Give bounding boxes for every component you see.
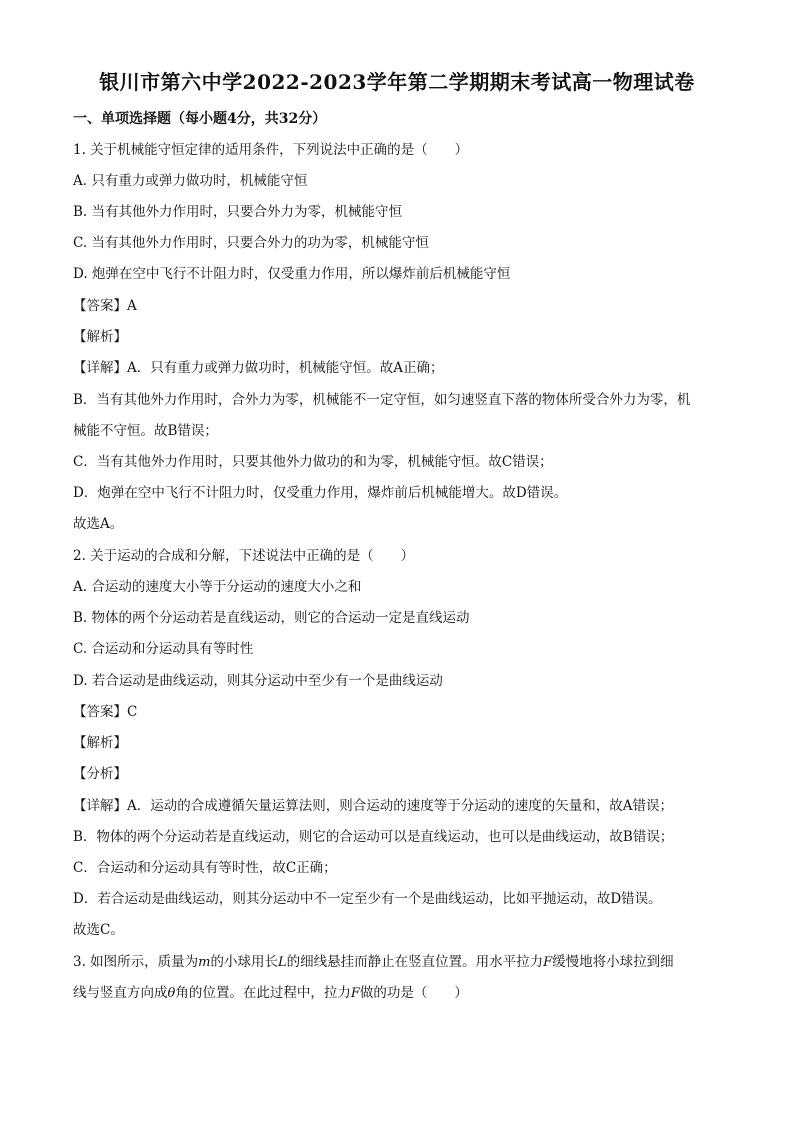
q2-detail-d: D．若合运动是曲线运动，则其分运动中不一定至少有一个是曲线运动，比如平抛运动，故D错误。 (73, 891, 662, 907)
q1-option-b: B. 当有其他外力作用时，只要合外力为零，机械能守恒 (73, 204, 403, 220)
q2-detail-b: B．物体的两个分运动若是直线运动，则它的合运动可以是直线运动，也可以是曲线运动，故B错误； (73, 829, 674, 845)
q1-analysis-label: 【解析】 (73, 329, 127, 345)
q3-text-1d: 缓慢地将小球拉到细 (552, 954, 674, 970)
q1-option-c: C. 当有其他外力作用时，只要合外力的功为零，机械能守恒 (73, 235, 429, 251)
q2-option-b: B. 物体的两个分运动若是直线运动，则它的合运动一定是直线运动 (73, 610, 470, 626)
q3-symbol-f: F (543, 955, 553, 970)
q1-detail-b-line1: B．当有其他外力作用时，合外力为零，机械能不一定守恒，如匀速竖直下落的物体所受合外力为零，机 (73, 392, 691, 408)
q1-detail-d: D．炮弹在空中飞行不计阻力时，仅受重力作用，爆炸前后机械能增大。故D错误。 (73, 485, 568, 501)
q2-stem: 2. 关于运动的合成和分解，下述说法中正确的是（ ） (73, 548, 415, 564)
q2-option-a: A. 合运动的速度大小等于分运动的速度大小之和 (73, 579, 362, 595)
q3-symbol-theta: θ (167, 986, 176, 1001)
q2-fenxi-label: 【分析】 (73, 766, 127, 782)
q2-analysis-label: 【解析】 (73, 735, 127, 751)
q2-answer: 【答案】C (73, 704, 138, 720)
q2-choice: 故选C。 (73, 922, 124, 938)
q3-stem-line1 (73, 953, 674, 972)
q2-detail-a: 【详解】A．运动的合成遵循矢量运算法则，则合运动的速度等于分运动的速度的矢量和，故A错误； (73, 798, 673, 814)
q3-text-2a: 线与竖直方向成 (73, 985, 168, 1001)
q3-stem-line2 (73, 984, 468, 1003)
q1-detail-c: C．当有其他外力作用时，只要其他外力做功的和为零，机械能守恒。故C错误； (73, 454, 553, 470)
q3-text-1c: 的细线悬挂而静止在竖直位置。用水平拉力 (286, 954, 544, 970)
q2-detail-c: C．合运动和分运动具有等时性，故C正确； (73, 860, 337, 876)
q3-text-1b: 的小球用长 (210, 954, 278, 970)
q1-choice: 故选A。 (73, 516, 124, 532)
q1-option-a: A. 只有重力或弹力做功时，机械能守恒 (73, 173, 308, 189)
q3-text-2c: 做的功是（ ） (359, 985, 468, 1001)
q3-symbol-m: m (198, 955, 211, 970)
q3-symbol-f2: F (350, 986, 360, 1001)
q1-answer: 【答案】A (73, 298, 137, 314)
q1-detail-b-line2: 械能不守恒。故B错误； (73, 423, 218, 439)
q3-text-2b: 角的位置。在此过程中，拉力 (175, 985, 351, 1001)
section-heading-single-choice: 一、单项选择题（每小题4分，共32分） (73, 111, 327, 127)
q1-detail-a: 【详解】A．只有重力或弹力做功时，机械能守恒。故A正确； (73, 360, 444, 376)
q1-option-d: D. 炮弹在空中飞行不计阻力时，仅受重力作用，所以爆炸前后机械能守恒 (73, 266, 511, 282)
q2-option-c: C. 合运动和分运动具有等时性 (73, 641, 254, 657)
exam-title: 银川市第六中学2022-2023学年第二学期期末考试高一物理试卷 (99, 70, 695, 94)
q3-text-1a: 3. 如图所示，质量为 (73, 954, 199, 970)
q3-symbol-l: L (278, 955, 287, 970)
q1-stem: 1. 关于机械能守恒定律的适用条件，下列说法中正确的是（ ） (73, 142, 469, 158)
q2-option-d: D. 若合运动是曲线运动，则其分运动中至少有一个是曲线运动 (73, 673, 443, 689)
